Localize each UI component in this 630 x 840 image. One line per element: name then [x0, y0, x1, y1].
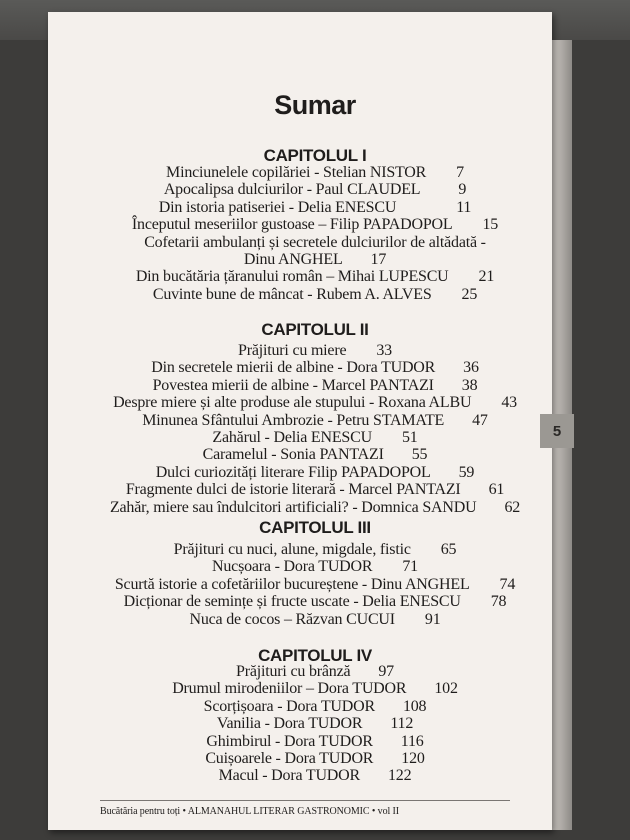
toc-entry-page: 91 [424, 610, 441, 628]
toc-entry-page: 21 [478, 268, 495, 286]
toc-entry-title: Dulci curiozități literare Filip PAPADOPOL [155, 463, 431, 481]
toc-entry-title: Prăjituri cu brânză [236, 663, 351, 680]
toc-entry-title: Cuvinte bune de mâncat - Rubem A. ALVES [152, 285, 432, 303]
toc-entry-page: 122 [388, 767, 412, 785]
toc-entry-title: Dinu ANGHEL [243, 251, 343, 268]
toc-entry-page: 112 [390, 715, 414, 733]
toc-entry [0, 268, 630, 285]
toc-entry-page: 78 [490, 593, 507, 611]
toc-entry-page: 36 [463, 359, 479, 377]
toc-entry [0, 680, 630, 697]
toc-entry-title: Apocalipsa dulciurilor - Paul CLAUDEL [163, 181, 421, 199]
toc-entry-title: Începutul meseriilor gustoase – Filip PAPADOPOL [131, 216, 453, 234]
toc-entry-title: Din secretele mierii de albine - Dora TUDOR [151, 359, 436, 377]
toc-entry-page: 47 [472, 411, 488, 429]
footer-rule [100, 800, 510, 801]
toc-entry-page: 62 [504, 498, 521, 516]
toc-entry [0, 429, 630, 446]
toc-entry [0, 499, 630, 516]
page-title: Sumar [274, 90, 356, 120]
toc-entry [0, 359, 630, 376]
toc-entry-page: 38 [461, 376, 478, 394]
toc-entry-title: Scurtă istorie a cofetăriilor bucureștene - Dinu ANGHEL [114, 575, 470, 593]
toc-entry [0, 715, 630, 732]
toc-entry-page: 55 [411, 446, 428, 464]
toc-entry-page: 74 [499, 575, 516, 593]
side-tab-marker: 5 [540, 414, 574, 448]
page-footer: Bucătăria pentru toți • ALMANAHUL LITERAR GASTRONOMIC • vol II [100, 806, 400, 817]
toc-entry [0, 541, 630, 558]
toc-entry-title: Macul - Dora TUDOR [218, 767, 360, 785]
toc-entry-page: 43 [501, 394, 517, 412]
toc-entry-title: Caramelul - Sonia PANTAZI [202, 446, 384, 464]
toc-entry-page: 17 [370, 251, 387, 268]
toc-entry-title: Minciunelele copilăriei - Stelian NISTOR [166, 164, 427, 181]
toc-entry [0, 464, 630, 481]
toc-entry-title: Din istoria patiseriei - Delia ENESCU [158, 198, 397, 216]
toc-entry [0, 199, 630, 216]
toc-entry-page: 11 [456, 198, 472, 216]
toc-entry-page: 7 [456, 164, 464, 181]
toc-entry-title: Povestea mierii de albine - Marcel PANTAZI [152, 376, 434, 394]
toc-entry [0, 733, 630, 750]
toc-entry [0, 698, 630, 715]
toc-entry [0, 342, 630, 359]
toc-entry [0, 216, 630, 233]
toc-entry [0, 412, 630, 429]
chapter-heading: CAPITOLUL III [259, 518, 371, 537]
toc-entry-title: Minunea Sfântului Ambrozie - Petru STAMATE [142, 411, 445, 429]
toc-entry-title: Cofetarii ambulanți și secretele dulciurilor de altădată - [144, 233, 486, 251]
toc-entry-page: 25 [461, 285, 478, 303]
toc-entry [0, 394, 630, 411]
toc-entry-title: Zahărul - Delia ENESCU [212, 429, 372, 446]
toc-entry-title: Scorțișoara - Dora TUDOR [203, 697, 375, 715]
toc-entry-page: 33 [376, 342, 392, 359]
toc-entry [0, 663, 630, 680]
toc-entry [0, 481, 630, 498]
toc-entry [0, 286, 630, 303]
toc-entry [0, 181, 630, 198]
toc-entry-page: 120 [401, 750, 425, 767]
toc-entry-title: Drumul mirodeniilor – Dora TUDOR [172, 680, 407, 698]
toc-entry-title: Din bucătăria țăranului român – Mihai LUPESCU [135, 268, 449, 286]
toc-entry [0, 234, 630, 251]
toc-entry-title: Dicționar de semințe și fructe uscate - Delia ENESCU [123, 593, 461, 611]
toc-entry-title: Vanilia - Dora TUDOR [216, 715, 363, 733]
toc-entry-page: 15 [482, 216, 499, 234]
toc-entry [0, 576, 630, 593]
toc-entry-title: Fragmente dulci de istorie literară - Marcel PANTAZI [125, 481, 461, 499]
toc-entry-page: 65 [440, 541, 457, 558]
chapter-heading: CAPITOLUL II [261, 320, 369, 339]
toc-entry-page: 51 [401, 429, 418, 446]
toc-entry [0, 251, 630, 268]
chapter-heading: CAPITOLUL IV [258, 646, 372, 665]
toc-entry-title: Prăjituri cu miere [238, 342, 347, 359]
toc-entry-title: Zahăr, miere sau îndulcitori artificiali? - Domnica SANDU [109, 498, 477, 516]
toc-entry-title: Nucșoara - Dora TUDOR [212, 558, 373, 576]
toc-entry [0, 750, 630, 767]
toc-entry-page: 61 [488, 481, 505, 499]
toc-entry [0, 446, 630, 463]
toc-entry [0, 767, 630, 784]
toc-entry-title: Ghimbirul - Dora TUDOR [206, 732, 373, 750]
toc-entry-title: Nuca de cocos – Răzvan CUCUI [189, 610, 395, 628]
toc-entry [0, 558, 630, 575]
chapter-heading: CAPITOLUL I [263, 146, 367, 165]
toc-entry-title: Despre miere și alte produse ale stupului - Roxana ALBU [113, 394, 472, 412]
toc-entry-title: Cuișoarele - Dora TUDOR [205, 750, 374, 767]
toc-entry [0, 593, 630, 610]
toc-entry [0, 164, 630, 181]
toc-entry-page: 9 [458, 181, 467, 199]
toc-entry-page: 59 [458, 463, 475, 481]
toc-entry [0, 377, 630, 394]
toc-entry-title: Prăjituri cu nuci, alune, migdale, fistic [173, 541, 411, 558]
toc-entry [0, 611, 630, 628]
toc-entry-page: 102 [434, 680, 458, 698]
toc-entry-page: 71 [402, 558, 418, 576]
toc-entry-page: 116 [400, 732, 424, 750]
toc-entry-page: 108 [402, 697, 427, 715]
toc-entry-page: 97 [378, 663, 394, 680]
